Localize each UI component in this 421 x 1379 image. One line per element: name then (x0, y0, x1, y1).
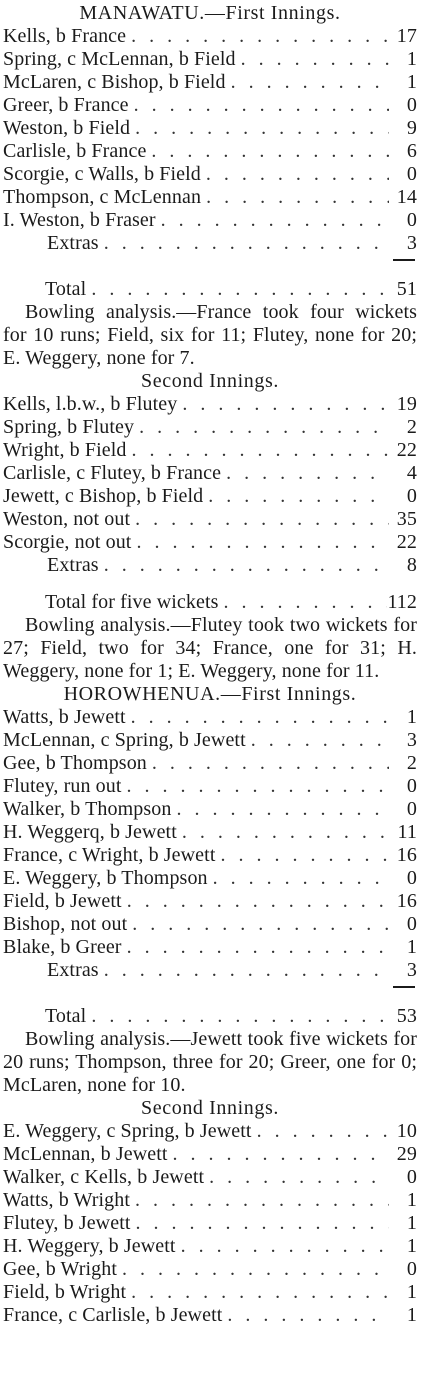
runs: 17 (396, 25, 417, 47)
batting-row (3, 1166, 417, 1189)
batsman: Weston, b Field (3, 117, 131, 139)
runs: 1 (406, 1281, 417, 1303)
runs: 1 (406, 1235, 417, 1257)
batting-row (3, 117, 417, 140)
runs: 22 (396, 531, 417, 553)
runs: 1 (406, 936, 417, 958)
batting-row (3, 1304, 417, 1327)
batting-row (3, 1189, 417, 1212)
runs: 0 (406, 94, 417, 116)
extras-row (3, 232, 417, 255)
runs: 0 (406, 798, 417, 820)
batting-row (3, 416, 417, 439)
batsman: McLaren, c Bishop, b Field (3, 71, 226, 93)
batting-row (3, 393, 417, 416)
horowhenua-second-innings (3, 1097, 417, 1327)
batsman: McLennan, c Spring, b Jewett (3, 729, 246, 751)
batsman: Spring, b Flutey (3, 416, 135, 438)
runs: 2 (406, 416, 417, 438)
batsman: Flutey, b Jewett (3, 1212, 131, 1234)
total-rule (3, 255, 417, 264)
batsman: Scorgie, c Walls, b Field (3, 163, 201, 185)
runs: 16 (396, 844, 417, 866)
batting-row (3, 1281, 417, 1304)
innings-heading: Second Innings. (141, 370, 279, 392)
batting-row (3, 1258, 417, 1281)
runs: 0 (406, 775, 417, 797)
batting-row (3, 729, 417, 752)
batting-row (3, 844, 417, 867)
total-runs: 53 (396, 1005, 417, 1027)
batsman: E. Weggery, c Spring, b Jewett (3, 1120, 252, 1142)
batsman: Thompson, c McLennan (3, 186, 202, 208)
runs: 35 (396, 508, 417, 530)
batting-row (3, 485, 417, 508)
horowhenua-first-innings (3, 683, 417, 1097)
runs: 0 (406, 485, 417, 507)
extras-label: Extras (47, 959, 99, 981)
total-label: Total (45, 1005, 87, 1027)
extras-label: Extras (47, 554, 99, 576)
total-rule (3, 982, 417, 991)
batsman: Watts, b Jewett (3, 706, 126, 728)
runs: 0 (406, 1166, 417, 1188)
batsman: Carlisle, b France (3, 140, 147, 162)
total-runs: 112 (387, 591, 417, 613)
runs: 29 (396, 1143, 417, 1165)
innings-heading: Second Innings. (141, 1097, 279, 1119)
batsman: E. Weggery, b Thompson (3, 867, 208, 889)
runs: 19 (396, 393, 417, 415)
extras-runs: 3 (406, 232, 417, 254)
runs: 6 (406, 140, 417, 162)
batting-row (3, 25, 417, 48)
batsman: Field, b Jewett (3, 890, 122, 912)
batsman: Weston, not out (3, 508, 131, 530)
batting-row (3, 1120, 417, 1143)
runs: 1 (406, 1189, 417, 1211)
runs: 9 (406, 117, 417, 139)
batting-row (3, 531, 417, 554)
total-label: Total (45, 278, 87, 300)
total-label: Total for five wickets (45, 591, 219, 613)
runs: 11 (397, 821, 417, 843)
batsman: Gee, b Thompson (3, 752, 147, 774)
runs: 0 (406, 1258, 417, 1280)
runs: 3 (406, 729, 417, 751)
batting-row (3, 775, 417, 798)
batting-row (3, 913, 417, 936)
runs: 1 (406, 1212, 417, 1234)
batsman: Jewett, c Bishop, b Field (3, 485, 204, 507)
batting-row (3, 821, 417, 844)
batsman: France, c Wright, b Jewett (3, 844, 216, 866)
total-row (3, 591, 417, 614)
batsman: Bishop, not out (3, 913, 128, 935)
runs: 1 (406, 706, 417, 728)
total-runs: 51 (396, 278, 417, 300)
runs: 0 (406, 163, 417, 185)
batting-row (3, 936, 417, 959)
batsman: Scorgie, not out (3, 531, 132, 553)
batsman: H. Weggery, b Jewett (3, 1235, 176, 1257)
batsman: Blake, b Greer (3, 936, 122, 958)
runs: 0 (406, 867, 417, 889)
innings-heading: HOROWHENUA.—First Innings. (63, 683, 357, 705)
batsman: Watts, b Wright (3, 1189, 131, 1211)
extras-runs: 3 (406, 959, 417, 981)
batting-row (3, 1212, 417, 1235)
runs: 4 (406, 462, 417, 484)
batsman: France, c Carlisle, b Jewett (3, 1304, 223, 1326)
batsman: H. Weggerq, b Jewett (3, 821, 177, 843)
batting-row (3, 140, 417, 163)
batting-row (3, 1143, 417, 1166)
batsman: Carlisle, c Flutey, b France (3, 462, 222, 484)
batsman: Kells, l.b.w., b Flutey (3, 393, 178, 415)
total-row (3, 1005, 417, 1028)
batting-row (3, 798, 417, 821)
runs: 16 (396, 890, 417, 912)
batting-row (3, 462, 417, 485)
runs: 0 (406, 209, 417, 231)
total-row (3, 278, 417, 301)
runs: 2 (406, 752, 417, 774)
batting-row (3, 890, 417, 913)
extras-label: Extras (47, 232, 99, 254)
batsman: Wright, b Field (3, 439, 127, 461)
batting-row (3, 71, 417, 94)
bowling-analysis: Bowling analysis.—Jewett took five wickets for 20 runs; Thompson, three for 20; Greer, one for 0; McLaren, none for 10. (3, 1028, 417, 1096)
batsman: McLennan, b Jewett (3, 1143, 168, 1165)
innings-heading: MANAWATU.—First Innings. (79, 2, 341, 24)
runs: 10 (396, 1120, 417, 1142)
extras-row (3, 554, 417, 577)
batting-row (3, 439, 417, 462)
batsman: Kells, b France (3, 25, 127, 47)
batsman: Walker, c Kells, b Jewett (3, 1166, 205, 1188)
runs: 22 (396, 439, 417, 461)
batting-row (3, 48, 417, 71)
batting-row (3, 508, 417, 531)
batsman: Field, b Wright (3, 1281, 127, 1303)
batting-row (3, 752, 417, 775)
manawatu-first-innings (3, 2, 417, 370)
batting-row (3, 94, 417, 117)
batsman: Walker, b Thompson (3, 798, 172, 820)
batting-row (3, 706, 417, 729)
runs: 1 (406, 71, 417, 93)
bowling-analysis: Bowling analysis.—Flutey took two wickets for 27; Field, two for 34; France, one for 31; H. Weggery, none for 1; E. Weggery, none for 11. (3, 614, 417, 682)
batting-row (3, 209, 417, 232)
manawatu-second-innings (3, 370, 417, 683)
batsman: Gee, b Wright (3, 1258, 117, 1280)
batting-row (3, 163, 417, 186)
batting-row (3, 867, 417, 890)
batsman: Flutey, run out (3, 775, 122, 797)
batsman: Spring, c McLennan, b Field (3, 48, 236, 70)
bowling-analysis: Bowling analysis.—France took four wickets for 10 runs; Field, six for 11; Flutey, none for 20; E. Weggery, none for 7. (3, 301, 417, 369)
batting-row (3, 1235, 417, 1258)
runs: 1 (406, 1304, 417, 1326)
runs: 14 (396, 186, 417, 208)
runs: 1 (406, 48, 417, 70)
runs: 0 (406, 913, 417, 935)
extras-row (3, 959, 417, 982)
extras-runs: 8 (406, 554, 417, 576)
batsman: I. Weston, b Fraser (3, 209, 156, 231)
batting-row (3, 186, 417, 209)
batsman: Greer, b France (3, 94, 129, 116)
